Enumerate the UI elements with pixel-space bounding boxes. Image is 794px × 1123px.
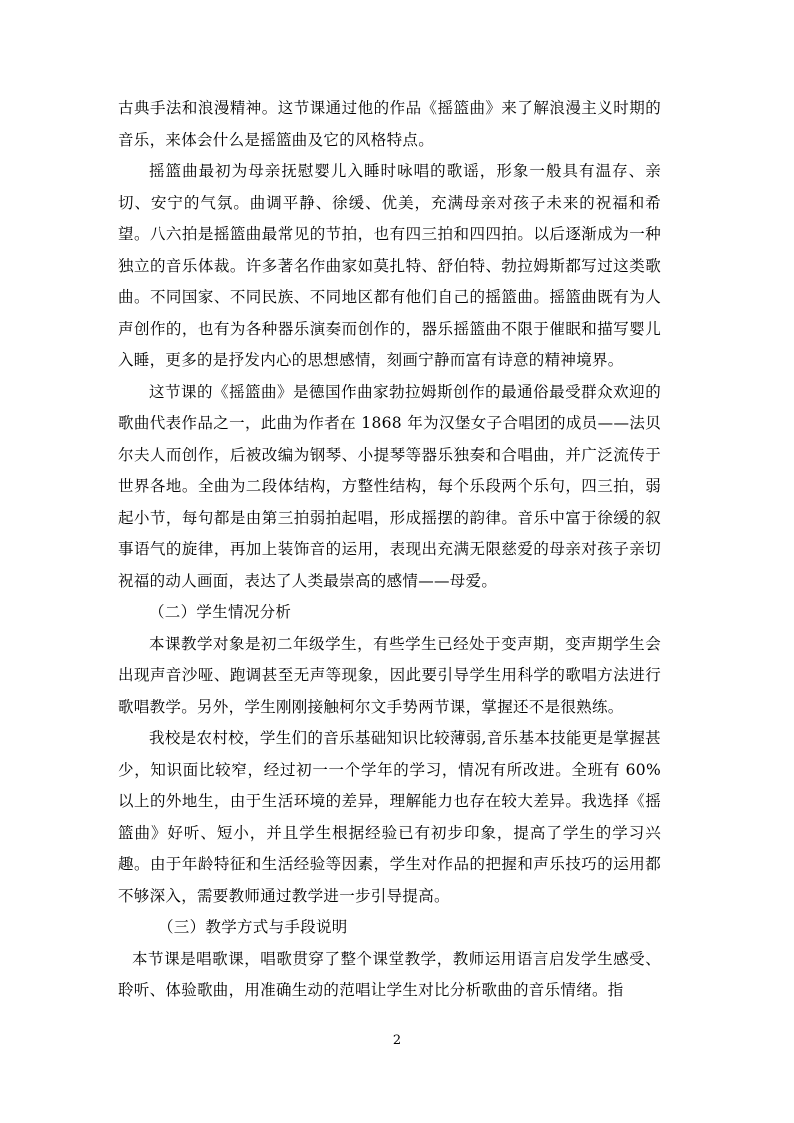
section-heading-teaching-method: （三）教学方式与手段说明 [158,918,348,936]
paragraph-lullaby-intro: 摇篮曲最初为母亲抚慰婴儿入睡时咏唱的歌谣，形象一般具有温存、亲切、安宁的气氛。曲调平静、徐缓、优美，充满母亲对孩子未来的祝福和希望。八六拍是摇篮曲最常见的节拍，也有四三拍和四四拍。以后逐渐成为一种独立的音乐体裁。许多著名作曲家如莫扎特、舒伯特、勃拉姆斯都写过这类歌曲。不同国家、不同民族、不同地区都有他们自己的摇篮曲。摇篮曲既有为人声创作的，也有为各种器乐演奏而创作的，器乐摇篮曲不限于催眠和描写婴儿入睡，更多的是抒发内心的思想感情，刻画宁静而富有诗意的精神境界。 [118,162,661,369]
paragraph-students: 本课教学对象是初二年级学生，有些学生已经处于变声期，变声期学生会出现声音沙哑、跑调甚至无声等现象，因此要引导学生用科学的歌唱方法进行歌唱教学。另外，学生刚刚接触柯尔文手势两节课，掌握还不是很熟练。 [118,634,661,716]
paragraph-teaching-method: 本节课是唱歌课，唱歌贯穿了整个课堂教学，教师运用语言启发学生感受、聆听、体验歌曲，用准确生动的范唱让学生对比分析歌曲的音乐情绪。指 [118,949,661,999]
section-heading-student-analysis: （二）学生情况分析 [149,603,292,621]
paragraph-school: 我校是农村校，学生们的音乐基础知识比较薄弱,音乐基本技能更是掌握甚少，知识面比较窄，经过初一一个学年的学习，情况有所改进。全班有 60%以上的外地生，由于生活环境的差异，理解能力也存在较大差异。我选择《摇篮曲》好听、短小，并且学生根据经验已有初步印象，提高了学生的学习兴趣。由于年龄特征和生活经验等因素，学生对作品的把握和声乐技巧的运用都不够深入，需要教师通过教学进一步引导提高。 [118,729,661,905]
paragraph-continued: 古典手法和浪漫精神。这节课通过他的作品《摇篮曲》来了解浪漫主义时期的音乐，来体会什么是摇篮曲及它的风格特点。 [118,99,661,149]
page-number: 2 [392,1033,402,1048]
paragraph-brahms-lullaby: 这节课的《摇篮曲》是德国作曲家勃拉姆斯创作的最通俗最受群众欢迎的歌曲代表作品之一，此曲为作者在 1868 年为汉堡女子合唱团的成员——法贝尔夫人而创作，后被改编为钢琴、小提琴等器乐独奏和合唱曲，并广泛流传于世界各地。全曲为二段体结构，方整性结构，每个乐段两个乐句，四三拍，弱起小节，每句都是由第三拍弱拍起唱，形成摇摆的韵律。音乐中富于徐缓的叙事语气的旋律，再加上装饰音的运用，表现出充满无限慈爱的母亲对孩子亲切祝福的动人画面，表达了人类最崇高的感情——母爱。 [118,382,661,590]
body-text [118,93,661,1007]
